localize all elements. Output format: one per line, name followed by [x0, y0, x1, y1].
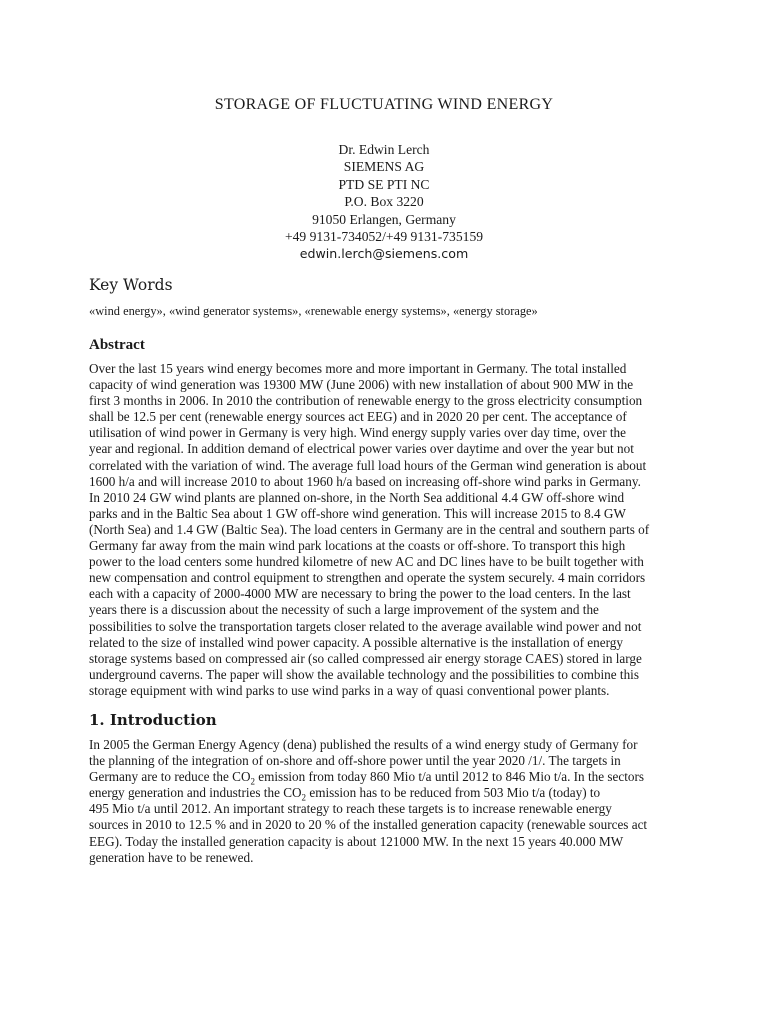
author-phone: +49 9131-734052/+49 9131-735159	[284, 229, 484, 245]
abstract-line: capacity of wind generation was 19300 MW (June 2006) with new installation of about 900 MW in the	[89, 377, 634, 393]
abstract-line: Over the last 15 years wind energy becomes more and more important in Germany. The total installed	[89, 361, 627, 376]
subscript-2: 2	[301, 792, 307, 803]
author-block	[0, 141, 768, 263]
author-department: PTD SE PTI NC	[338, 176, 430, 192]
abstract-line: shall be 12.5 per cent (renewable energy sources act EEG) and in 2020 20 per cent. The acceptance of	[89, 409, 627, 425]
intro-text-segment: emission has to be reduced from 503 Mio t/a (today) to	[306, 785, 601, 801]
author-company: SIEMENS AG	[343, 159, 425, 175]
intro-line: 495 Mio t/a until 2012. An important strategy to reach these targets is to increase renewable energy	[89, 801, 612, 817]
abstract-line: Germany far away from the main wind park locations at the coasts or off-shore. To transport this high	[89, 538, 626, 554]
abstract-line: underground caverns. The paper will show the available technology and the possibilities to combine this	[89, 666, 639, 682]
abstract-line: year and regional. In addition demand of electrical power varies over daytime and over the year but not	[89, 441, 634, 457]
paper-title: STORAGE OF FLUCTUATING WIND ENERGY	[214, 96, 554, 113]
intro-line: In 2005 the German Energy Agency (dena) published the results of a wind energy study of Germany for	[89, 737, 638, 752]
abstract-line: 1600 h/a and will increase 2010 to about 1960 h/a based on increasing off-shore wind parks in Germany.	[89, 473, 641, 489]
intro-line: generation have to be renewed.	[89, 849, 254, 865]
introduction-heading: 1. Introduction	[89, 711, 217, 729]
abstract-line: power to the load centers some hundred kilometre of new AC and DC lines have to be built together with	[89, 554, 644, 570]
keywords-text: «wind energy», «wind generator systems», «renewable energy systems», «energy storage»	[89, 304, 538, 318]
abstract-line: (North Sea) and 1.4 GW (Baltic Sea). The load centers in Germany are in the central and southern parts of	[89, 521, 650, 537]
intro-text-segment: emission from today 860 Mio t/a until 2012 to 846 Mio t/a. In the sectors	[254, 769, 644, 785]
abstract-line: parks and in the Baltic Sea about 1 GW off-shore wind generation. This will increase 2015 to 8.4 GW	[89, 505, 626, 521]
abstract-line: new compensation and control equipment to strengthen and operate the system securely. 4 main corridors	[89, 570, 646, 586]
intro-line	[89, 785, 689, 801]
abstract-line: possibilities to solve the transportation targets closer related to the average available wind power and not	[89, 618, 642, 634]
author-email: edwin.lerch@siemens.com	[299, 246, 469, 262]
keywords-heading: Key Words	[89, 276, 173, 294]
introduction-paragraph	[89, 737, 689, 866]
abstract-line: related to the size of installed wind power capacity. A possible alternative is the installation of energy	[89, 634, 623, 650]
intro-line: sources in 2010 to 12.5 % and in 2020 to 20 % of the installed generation capacity (renewable sources act	[89, 817, 648, 833]
abstract-line: correlated with the variation of wind. The average full load hours of the German wind generation is about	[89, 457, 647, 473]
intro-text-segment: Germany are to reduce the CO	[89, 769, 251, 785]
abstract-line: In 2010 24 GW wind plants are planned on-shore, in the North Sea additional 4.4 GW off-shore wind	[89, 489, 625, 505]
abstract-paragraph	[89, 361, 689, 699]
abstract-heading: Abstract	[89, 337, 145, 353]
author-po-box: P.O. Box 3220	[344, 194, 424, 210]
abstract-line: each with a capacity of 2000-4000 MW are necessary to bring the power to the load centers. In the last	[89, 586, 631, 602]
intro-line: EEG). Today the installed generation capacity is about 121000 MW. In the next 15 years 40.000 MW	[89, 833, 624, 849]
author-city: 91050 Erlangen, Germany	[312, 211, 456, 227]
intro-line	[89, 769, 689, 785]
abstract-line: first 3 months in 2006. In 2010 the contribution of renewable energy to the gross electricity consumption	[89, 393, 643, 409]
abstract-line: storage equipment with wind parks to use wind parks in a way of quasi conventional power plants.	[89, 682, 610, 698]
abstract-line: utilisation of wind power in Germany is very high. Wind energy supply varies over day time, over the	[89, 425, 626, 441]
intro-text-segment: energy generation and industries the CO	[89, 785, 302, 801]
abstract-line: years there is a discussion about the necessity of such a large improvement of the system and the	[89, 602, 599, 618]
subscript-2: 2	[250, 776, 255, 787]
author-name: Dr. Edwin Lerch	[338, 142, 430, 157]
abstract-line: storage systems based on compressed air (so called compressed air energy storage CAES) stored in large	[89, 650, 642, 666]
intro-line: the planning of the integration of on-shore and off-shore power until the year 2020 /1/. The targets in	[89, 753, 621, 769]
